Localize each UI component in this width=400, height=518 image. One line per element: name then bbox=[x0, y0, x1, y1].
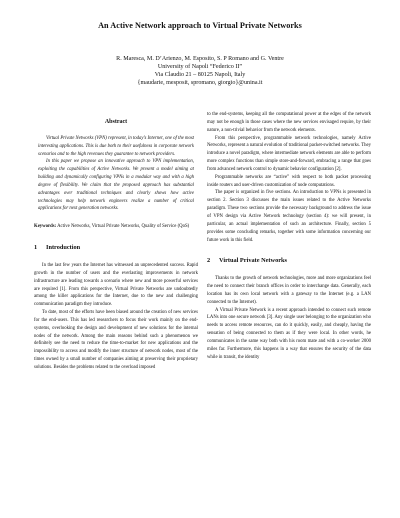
body-paragraph: Programmable networks are “active” with respect to both packet processing inside routers and user-driven customization of node computations. bbox=[207, 174, 371, 188]
section-number: 2 bbox=[207, 257, 211, 265]
abstract-paragraph: In this paper we propose an innovative approach to VPN implementation, exploiting the capabilities of Active Networks. We present a model aiming at building and dynamically configuring VPNs in a modular way and with a high degree of flexibility. We claim that the proposed approach has substantial advantages over traditional techniques and clearly shows how active technologies may help network engineers realize a number of critical applications for next generation networks. bbox=[38, 159, 194, 212]
author-emails: {maudarie, mesposit, spromano, giorgio}@unina.it bbox=[137, 79, 263, 86]
abstract-paragraph: Virtual Private Networks (VPN) represent, in today’s Internet, one of the most interesting applications. This is due both to their usefulness in corporate network scenarios and to the high revenues they guarantee to network providers. bbox=[38, 135, 194, 157]
right-column bbox=[207, 111, 371, 361]
section-title: Virtual Private Networks bbox=[219, 257, 287, 265]
author-block bbox=[0, 56, 400, 88]
author-address: Via Claudio 21 – 80125 Napoli, Italy bbox=[154, 71, 246, 78]
keywords bbox=[34, 223, 198, 231]
abstract-heading: Abstract bbox=[104, 119, 128, 125]
body-paragraph: To date, most of the efforts have been biased around the creation of new services for the end-users. This has led researchers to focus their work mainly on the end-systems, overlooking the design and development of new solutions for the internal nodes of the network. Among the main reasons behind such a phenomenon we definitely see the need to reduce the time-to-market for new applications and the impossibility to access and modify the inner structure of network nodes, most of the times owned by a small number of companies aiming at preserving their proprietary solutions. Besides the problems related to the overload imposed bbox=[34, 310, 198, 370]
body-paragraph-continued: to the end-systems, keeping all the computational power at the edges of the network may not be enough in those cases where the new services envisaged require, by their nature, a non-trivial behavior from the network elements. bbox=[207, 112, 371, 133]
section-2-heading bbox=[207, 257, 371, 265]
left-column bbox=[34, 119, 198, 372]
author-names: R. Maresca, M. D’Arienzo, M. Esposito, S. P Romano and G. Ventre bbox=[116, 56, 284, 62]
keywords-label: Keywords: bbox=[34, 224, 57, 230]
body-paragraph: From this perspective, programmable network technologies, namely Active Networks, represent a natural evolution of traditional packet-switched networks. They introduce a novel paradigm, where intermediate network elements are able to perform more complex functions than simple store-and-forward, embracing a range that goes from advanced network control to dynamic behavior configuration [2]. bbox=[207, 135, 371, 172]
keywords-text: Active Networks, Virtual Private Networks, Quality of Service (QoS) bbox=[57, 224, 190, 230]
section-title: Introduction bbox=[46, 244, 81, 252]
body-paragraph: In the last few years the Internet has witnessed an unprecedented success. Rapid growth in the number of users and the everlasting improvements in network infrastructure are leading towards a scenario where new and more powerful services are required [1]. From this perspective, Virtual Private Networks are undoubtedly among the killer applications for the Internet, due to the new and challenging communication paradigm they introduce. bbox=[34, 262, 198, 308]
author-affiliation: University of Napoli “Federico II” bbox=[157, 63, 243, 70]
paper-title: An Active Network approach to Virtual Private Networks bbox=[98, 21, 302, 30]
body-paragraph: Thanks to the growth of network technologies, more and more organizations feel the need to connect their branch offices in order to interchange data. Generally, each location has its own local network with a gateway to the Internet (e.g. a LAN connected to the Internet). bbox=[207, 276, 371, 305]
section-1-heading bbox=[34, 244, 198, 252]
section-number: 1 bbox=[34, 244, 38, 252]
body-paragraph: A Virtual Private Network is a recent approach intended to connect such remote LANs into one secure network [3]. Any single user belonging to the organization who needs to access remote resources, can do it quickly, easily, and cheaply, having the sensation of being connected to them as if they were local. In other words, he communicates in the same way both with his room mate and with a co-worker 2000 miles far. Furthermore, this happens in a way that ensures the security of the data while in transit, the identity bbox=[207, 307, 371, 360]
body-paragraph: The paper is organized in five sections. An introduction to VPNs is presented in section 2. Section 3 discusses the main issues related to the Active Networks paradigm. These two sections provide the necessary background to address the issue of VPN design via Active Network technology (section 4): we will present, in particular, an actual implementation of such an architecture. Finally, section 5 provides some concluding remarks, together with some information concerning our future work in this field. bbox=[207, 190, 371, 243]
